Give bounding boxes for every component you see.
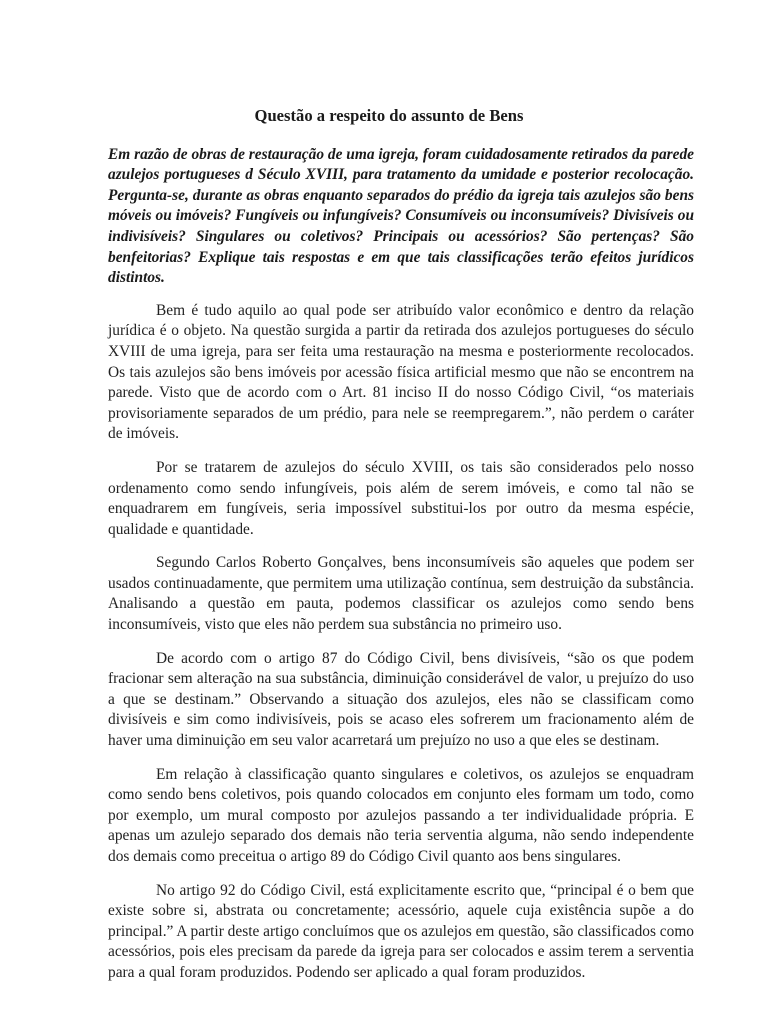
- document-page: [108, 106, 694, 997]
- paragraph-3: Segundo Carlos Roberto Gonçalves, bens inconsumíveis são aqueles que podem ser usados continuadamente, que permitem uma utilização contínua, sem destruição da substância. Analisando a questão em pauta, podemos classificar os azulejos como sendo bens inconsumíveis, visto que eles não perdem sua substância no primeiro uso.: [108, 554, 694, 634]
- paragraph-6: No artigo 92 do Código Civil, está explicitamente escrito que, “principal é o bem que existe sobre si, abstrata ou concretamente; acessório, aquele cuja existência supõe a do principal.” A partir deste artigo concluímos que os azulejos em questão, são classificados como acessórios, pois eles precisam da parede da igreja para ser colocados e assim terem a serventia para a qual foram produzidos. Podendo ser aplicado a qual foram produzidos.: [108, 881, 694, 981]
- paragraph-5: Em relação à classificação quanto singulares e coletivos, os azulejos se enquadram como sendo bens coletivos, pois quando colocados em conjunto eles formam um todo, como por exemplo, um mural composto por azulejos passando a ter individualidade própria. E apenas um azulejo separado dos demais não teria serventia alguma, não sendo independente dos demais como preceitua o artigo 89 do Código Civil quanto aos bens singulares.: [108, 765, 694, 865]
- paragraph-2: Por se tratarem de azulejos do século XVIII, os tais são considerados pelo nosso ordenamento como sendo infungíveis, pois além de serem imóveis, e como tal não se enquadrarem em fungíveis, seria impossível substitui-los por outro da mesma espécie, qualidade e quantidade.: [108, 458, 694, 538]
- paragraph-1: Bem é tudo aquilo ao qual pode ser atribuído valor econômico e dentro da relação jurídica é o objeto. Na questão surgida a partir da retirada dos azulejos portugueses do século XVIII de uma igreja, para ser feita uma restauração na mesma e posteriormente recolocados. Os tais azulejos são bens imóveis por acessão física artificial mesmo que não se encontrem na parede. Visto que de acordo com o Art. 81 inciso II do nosso Código Civil, “os materiais provisoriamente separados de um prédio, para nele se reempregarem.”, não perdem o caráter de imóveis.: [108, 301, 694, 443]
- paragraph-4: De acordo com o artigo 87 do Código Civil, bens divisíveis, “são os que podem fracionar sem alteração na sua substância, diminuição considerável de valor, u prejuízo do uso a que se destinam.” Observando a situação dos azulejos, eles não se classificam como divisíveis e sim como indivisíveis, pois se acaso eles sofrerem um fracionamento além de haver uma diminuição em seu valor acarretará um prejuízo no uso a que eles se destinam.: [108, 649, 694, 750]
- question-text: Em razão de obras de restauração de uma igreja, foram cuidadosamente retirados da parede azulejos portugueses d Século XVIII, para tratamento da umidade e posterior recolocação. Pergunta-se, durante as obras enquanto separados do prédio da igreja tais azulejos são bens móveis ou imóveis? Fungíveis ou infungíveis? Consumíveis ou inconsumíveis? Divisíveis ou indivisíveis? Singulares ou coletivos? Principais ou acessórios? São pertenças? São benfeitorias? Explique tais respostas e em que tais classificações terão efeitos jurídicos distintos.: [108, 145, 694, 287]
- document-title: Questão a respeito do assunto de Bens: [254, 106, 524, 125]
